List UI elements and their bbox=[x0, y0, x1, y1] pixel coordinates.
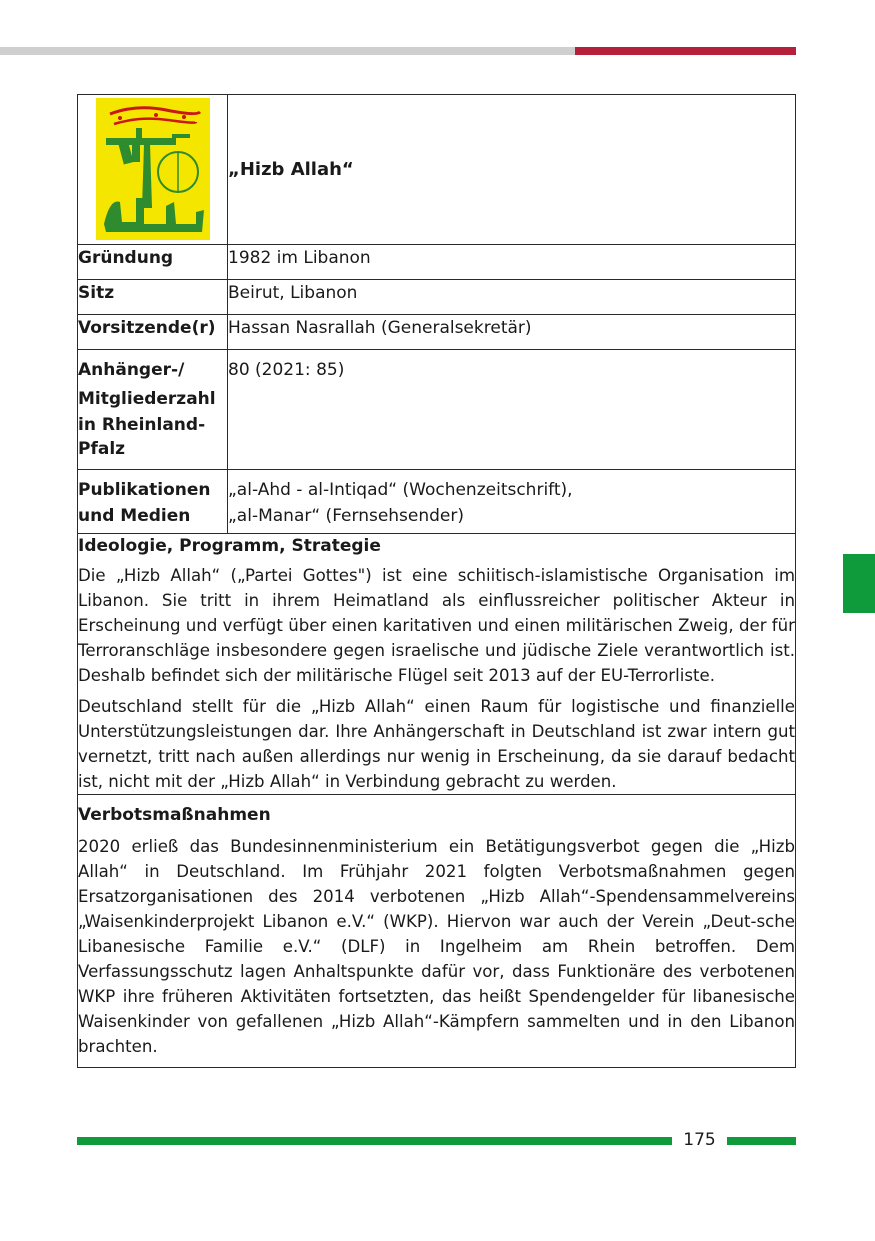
chapter-tab bbox=[843, 554, 875, 613]
row-publikationen bbox=[78, 470, 796, 534]
row-value: Beirut, Libanon bbox=[228, 280, 796, 315]
footer-bar-right bbox=[727, 1137, 796, 1145]
label-line: Publikationen bbox=[78, 480, 211, 500]
profile-header-row bbox=[78, 95, 796, 245]
logo-cell bbox=[78, 95, 228, 245]
ideology-block bbox=[78, 534, 796, 795]
paragraph: Die „Hizb Allah“ („Partei Gottes") ist eine schiitisch-islamistische Organisation im Libanon. Sie tritt in ihrem Heimatland als einflussreicher politischer Akteur in Erscheinung und verfügt über einen karitativen und einen militärischen Zweig, der für Terroranschläge insbesondere gegen israelische und jüdische Ziele verantwortlich ist. Deshalb befindet sich der militärische Flügel seit 2013 auf der EU-Terrorliste. bbox=[78, 566, 795, 685]
organization-title: „Hizb Allah“ bbox=[228, 95, 796, 245]
value-line: „al-Manar“ (Fernsehsender) bbox=[228, 506, 465, 526]
row-vorsitzende bbox=[78, 315, 796, 350]
row-sitz bbox=[78, 280, 796, 315]
row-label: Sitz bbox=[78, 280, 228, 315]
row-label: Gründung bbox=[78, 245, 228, 280]
row-value: Hassan Nasrallah (Generalsekretär) bbox=[228, 315, 796, 350]
row-value: 1982 im Libanon bbox=[228, 245, 796, 280]
organization-profile-table bbox=[77, 94, 796, 1068]
bans-section bbox=[78, 795, 796, 1068]
paragraph: 2020 erließ das Bundesinnenministerium ein Betätigungsverbot gegen die „Hizb Allah“ in Deutschland. Im Frühjahr 2021 folgten Verbotsmaßnahmen gegen Ersatzorganisationen des 2014 verbotenen „Hizb Allah“-Spendensammelvereins „Waisenkinderprojekt Libanon e.V.“ (WKP). Hiervon war auch der Verein „Deut-sche Libanesische Familie e.V.“ (DLF) in Ingelheim am Rhein betroffen. Dem Verfassungsschutz lagen Anhaltspunkte dafür vor, dass Funktionäre des verbotenen WKP ihre früheren Aktivitäten fortsetzten, das heißt Spendengelder für libanesische Waisenkinder von gefallenen „Hizb Allah“-Kämpfern sammelten und in den Libanon brachten. bbox=[78, 837, 795, 1056]
label-line: Pfalz bbox=[78, 439, 126, 459]
row-value: 80 (2021: 85) bbox=[228, 350, 796, 470]
label-line: in Rheinland- bbox=[78, 415, 206, 435]
row-mitgliederzahl bbox=[78, 350, 796, 470]
hizb-allah-flag-emblem-icon bbox=[96, 98, 210, 240]
value-line: „al-Ahd - al-Intiqad“ (Wochenzeitschrift), bbox=[228, 480, 573, 500]
page-number: 175 bbox=[683, 1130, 716, 1150]
row-label bbox=[78, 350, 228, 470]
header-bar-gray bbox=[0, 47, 575, 55]
footer-bar-left bbox=[77, 1137, 672, 1145]
label-line: Anhänger-/ bbox=[78, 360, 185, 380]
row-value bbox=[228, 470, 796, 534]
label-line: Mitgliederzahl bbox=[78, 389, 216, 409]
row-label: Vorsitzende(r) bbox=[78, 315, 228, 350]
header-bar-red bbox=[575, 47, 796, 55]
bans-block bbox=[78, 795, 796, 1068]
label-line: und Medien bbox=[78, 506, 191, 526]
row-label bbox=[78, 470, 228, 534]
paragraph: Deutschland stellt für die „Hizb Allah“ einen Raum für logistische und finanzielle Unterstützungsleistungen dar. Ihre Anhängerschaft in Deutschland ist zwar intern gut vernetzt, tritt nach außen allerdings nur wenig in Erscheinung, da sie darauf bedacht ist, nicht mit der „Hizb Allah“ in Verbindung gebracht zu werden. bbox=[78, 697, 795, 791]
ideology-section bbox=[78, 534, 796, 795]
row-gruendung bbox=[78, 245, 796, 280]
section-heading: Ideologie, Programm, Strategie bbox=[78, 536, 381, 556]
section-heading: Verbotsmaßnahmen bbox=[78, 805, 271, 825]
